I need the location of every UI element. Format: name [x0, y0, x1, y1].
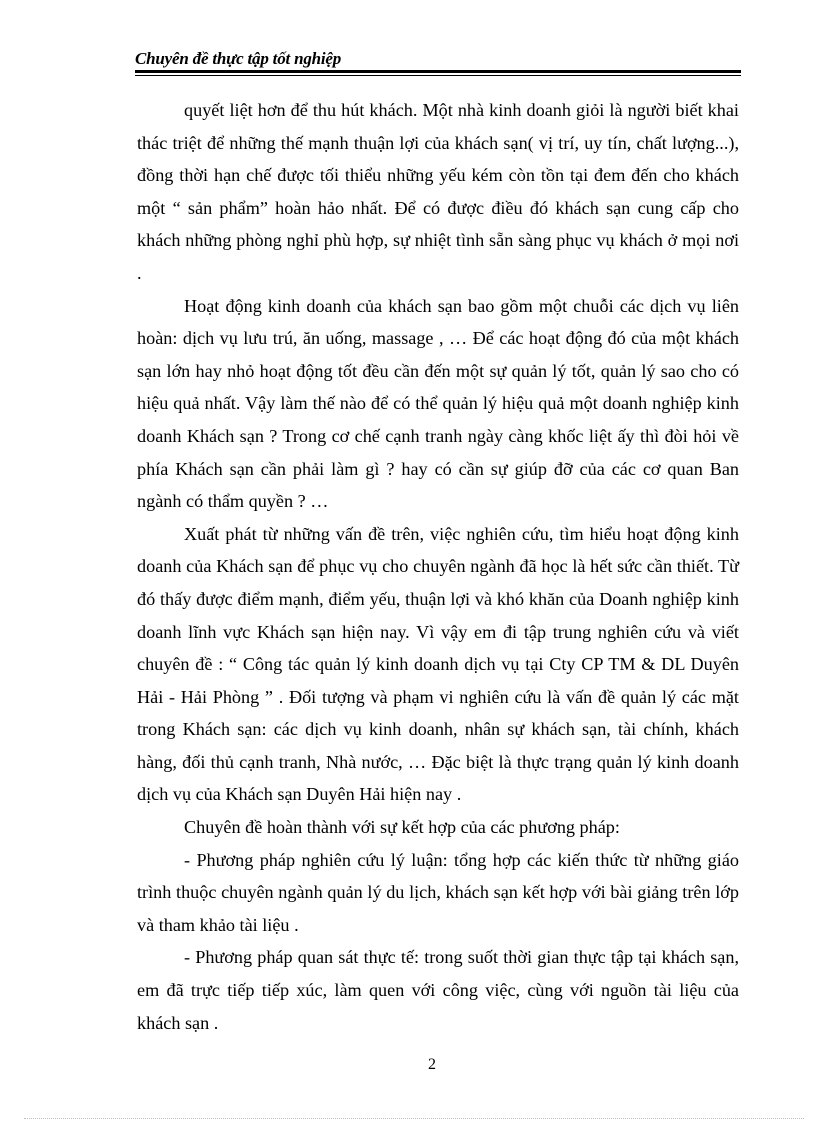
paragraph-6: - Phương pháp quan sát thực tế: trong suốt thời gian thực tập tại khách sạn, em đã trực tiếp tiếp xúc, làm quen với công việc, cùng với nguồn tài liệu của khách sạn .	[137, 947, 739, 1033]
page-bottom-border	[24, 1118, 804, 1119]
header-rule-thin	[135, 75, 741, 76]
paragraph-4: Chuyên đề hoàn thành với sự kết hợp của các phương pháp:	[184, 817, 620, 838]
header-title: Chuyên đề thực tập tốt nghiệp	[135, 49, 342, 68]
paragraph-2: Hoạt động kinh doanh của khách sạn bao gồm một chuỗi các dịch vụ liên hoàn: dịch vụ lưu trú, ăn uống, massage , … Để các hoạt động đó của một khách sạn lớn hay nhỏ hoạt động tốt đều cần đến một sự quản lý tốt, quản lý sao cho có hiệu quả nhất. Vậy làm thế nào để có thể quản lý hiệu quả một doanh nghiệp kinh doanh Khách sạn ? Trong cơ chế cạnh tranh ngày càng khốc liệt ấy thì đòi hỏi về phía Khách sạn cần phải làm gì ? hay có cần sự giúp đỡ của các cơ quan Ban ngành có thẩm quyền ? …	[137, 295, 739, 512]
document-body	[137, 94, 739, 1039]
paragraph-3: Xuất phát từ những vấn đề trên, việc nghiên cứu, tìm hiểu hoạt động kinh doanh của Khách sạn để phục vụ cho chuyên ngành đã học là hết sức cần thiết. Từ đó thấy được điểm mạnh, điểm yếu, thuận lợi và khó khăn của Doanh nghiệp kinh doanh lĩnh vực Khách sạn hiện nay. Vì vậy em đi tập trung nghiên cứu và viết chuyên đề : “ Công tác quản lý kinh doanh dịch vụ tại Cty CP TM & DL Duyên Hải - Hải Phòng ” . Đối tượng và phạm vi nghiên cứu là vấn đề quản lý các mặt trong Khách sạn: các dịch vụ kinh doanh, nhân sự khách sạn, tài chính, khách hàng, đối thủ cạnh tranh, Nhà nước, … Đặc biệt là thực trạng quản lý kinh doanh dịch vụ của Khách sạn Duyên Hải hiện nay .	[137, 523, 739, 805]
page-header	[135, 49, 741, 69]
paragraph-5: - Phương pháp nghiên cứu lý luận: tổng hợp các kiến thức từ những giáo trình thuộc chuyên ngành quản lý du lịch, khách sạn kết hợp với bài giảng trên lớp và tham khảo tài liệu .	[137, 849, 739, 935]
header-rule-thick	[135, 70, 741, 73]
paragraph-1: quyết liệt hơn để thu hút khách. Một nhà kinh doanh giỏi là người biết khai thác triệt để những thế mạnh thuận lợi của khách sạn( vị trí, uy tín, chất lượng...), đồng thời hạn chế được tối thiểu những yếu kém còn tồn tại đem đến cho khách một “ sản phẩm” hoàn hảo nhất. Để có được điều đó khách sạn cung cấp cho khách những phòng nghỉ phù hợp, sự nhiệt tình sẵn sàng phục vụ khách ở mọi nơi .	[137, 100, 739, 283]
page-number: 2	[428, 1056, 436, 1073]
